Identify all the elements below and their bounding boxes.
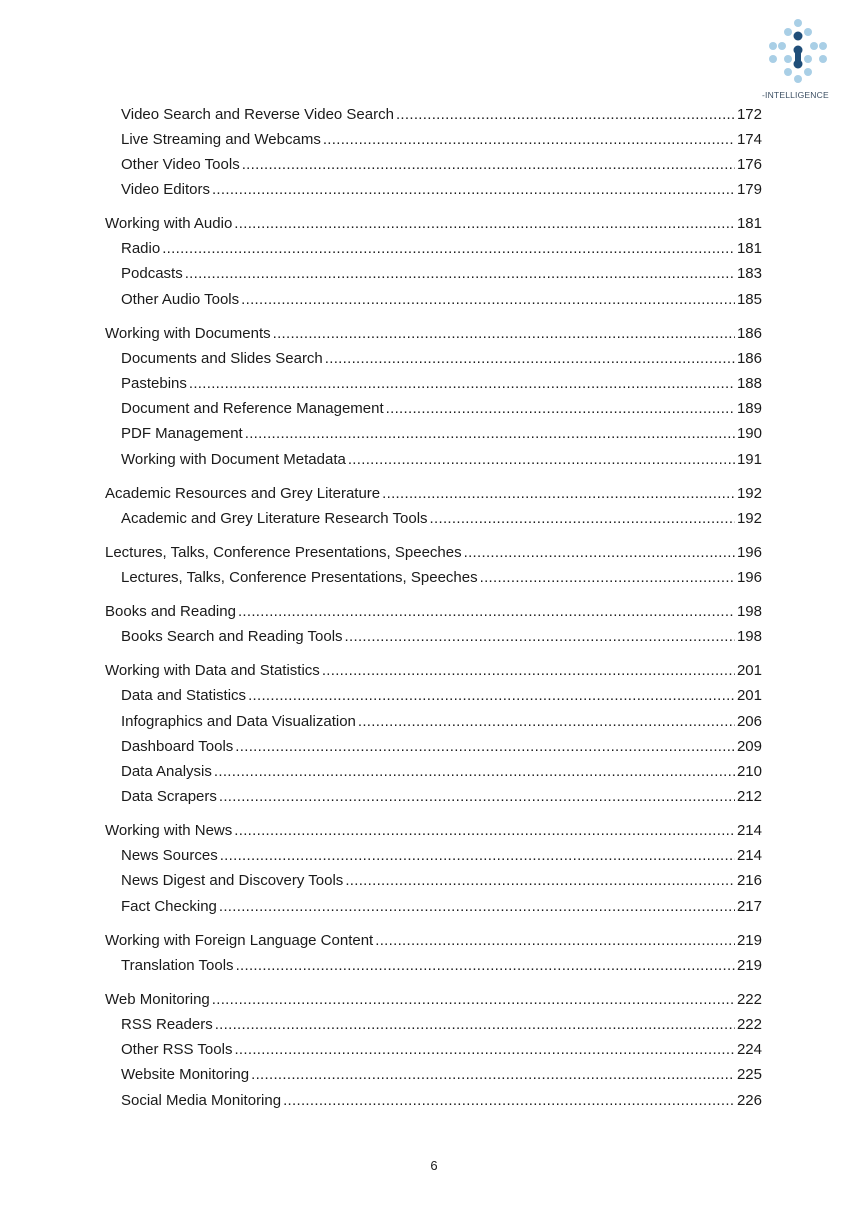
toc-subentry[interactable] xyxy=(121,399,762,419)
toc-dot-leader xyxy=(234,1040,735,1060)
toc-entry-title: News Sources xyxy=(121,847,218,864)
toc-entry-title: Academic Resources and Grey Literature xyxy=(105,485,381,502)
toc-subentry[interactable] xyxy=(121,264,762,284)
toc-dot-leader xyxy=(358,712,735,732)
toc-subentry[interactable] xyxy=(121,627,762,647)
toc-dot-leader xyxy=(235,737,735,757)
toc-dot-leader xyxy=(323,130,735,150)
toc-subentry[interactable] xyxy=(121,1015,762,1035)
toc-entry-page: 181 xyxy=(736,240,762,257)
toc-entry-title: Web Monitoring xyxy=(105,991,210,1008)
toc-entry-title: Other RSS Tools xyxy=(121,1041,233,1058)
toc-entry-page: 186 xyxy=(736,350,762,367)
toc-subentry[interactable] xyxy=(121,871,762,891)
toc-entry-page: 181 xyxy=(736,215,762,232)
toc-entry-page: 188 xyxy=(736,375,762,392)
toc-entry[interactable] xyxy=(105,543,762,563)
toc-dot-leader xyxy=(245,424,735,444)
toc-subentry[interactable] xyxy=(121,1091,762,1111)
toc-dot-leader xyxy=(348,450,735,470)
toc-dot-leader xyxy=(234,821,735,841)
toc-entry-page: 192 xyxy=(736,485,762,502)
toc-entry-page: 222 xyxy=(736,991,762,1008)
toc-subentry[interactable] xyxy=(121,509,762,529)
toc-entry-title: Podcasts xyxy=(121,265,183,282)
toc-entry-title: Fact Checking xyxy=(121,898,217,915)
toc-entry-title: Translation Tools xyxy=(121,957,234,974)
toc-entry[interactable] xyxy=(105,214,762,234)
toc-dot-leader xyxy=(219,897,735,917)
toc-dot-leader xyxy=(238,602,735,622)
toc-entry-title: Working with Foreign Language Content xyxy=(105,932,374,949)
toc-subentry[interactable] xyxy=(121,105,762,125)
toc-entry-title: Working with Document Metadata xyxy=(121,451,346,468)
toc-subentry[interactable] xyxy=(121,374,762,394)
toc-entry-title: Academic and Grey Literature Research Tools xyxy=(121,510,428,527)
toc-subentry[interactable] xyxy=(121,180,762,200)
toc-entry-title: Radio xyxy=(121,240,161,257)
toc-entry-title: Lectures, Talks, Conference Presentations, Speeches xyxy=(121,569,478,586)
toc-entry-page: 172 xyxy=(736,106,762,123)
toc-subentry[interactable] xyxy=(121,1065,762,1085)
toc-entry-page: 186 xyxy=(736,325,762,342)
toc-entry-page: 196 xyxy=(736,544,762,561)
toc-entry-page: 216 xyxy=(736,872,762,889)
toc-entry-page: 174 xyxy=(736,131,762,148)
toc-entry-title: Working with News xyxy=(105,822,233,839)
toc-entry-page: 176 xyxy=(736,156,762,173)
toc-entry-page: 212 xyxy=(736,788,762,805)
toc-entry-page: 191 xyxy=(736,451,762,468)
toc-entry-title: Social Media Monitoring xyxy=(121,1092,282,1109)
toc-entry-page: 214 xyxy=(736,822,762,839)
toc-dot-leader xyxy=(214,762,735,782)
toc-dot-leader xyxy=(382,484,735,504)
toc-entry-title: Website Monitoring xyxy=(121,1066,250,1083)
toc-subentry[interactable] xyxy=(121,846,762,866)
toc-entry-page: 201 xyxy=(736,687,762,704)
toc-dot-leader xyxy=(242,155,735,175)
toc-entry-title: Infographics and Data Visualization xyxy=(121,713,356,730)
toc-subentry[interactable] xyxy=(121,424,762,444)
toc-dot-leader xyxy=(325,349,735,369)
toc-subentry[interactable] xyxy=(121,349,762,369)
toc-entry-page: 198 xyxy=(736,603,762,620)
toc-entry[interactable] xyxy=(105,484,762,504)
toc-subentry[interactable] xyxy=(121,956,762,976)
toc-dot-leader xyxy=(345,627,735,647)
toc-entry-title: Working with Audio xyxy=(105,215,233,232)
toc-entry-title: Books and Reading xyxy=(105,603,236,620)
toc-entry[interactable] xyxy=(105,821,762,841)
toc-entry-page: 224 xyxy=(736,1041,762,1058)
toc-entry-title: Document and Reference Management xyxy=(121,400,384,417)
toc-entry[interactable] xyxy=(105,324,762,344)
toc-entry-title: Live Streaming and Webcams xyxy=(121,131,321,148)
toc-entry-title: Books Search and Reading Tools xyxy=(121,628,343,645)
toc-entry-page: 192 xyxy=(736,510,762,527)
toc-subentry[interactable] xyxy=(121,568,762,588)
toc-dot-leader xyxy=(234,214,735,234)
toc-entry-page: 210 xyxy=(736,763,762,780)
toc-dot-leader xyxy=(185,264,735,284)
toc-entry-title: Pastebins xyxy=(121,375,187,392)
toc-dot-leader xyxy=(251,1065,735,1085)
toc-subentry[interactable] xyxy=(121,155,762,175)
toc-entry[interactable] xyxy=(105,602,762,622)
toc-entry-page: 198 xyxy=(736,628,762,645)
toc-entry-title: Working with Data and Statistics xyxy=(105,662,320,679)
toc-dot-leader xyxy=(215,1015,735,1035)
toc-entry-title: Other Video Tools xyxy=(121,156,240,173)
page-number: 6 xyxy=(430,1158,438,1173)
toc-entry-title: Data Analysis xyxy=(121,763,212,780)
toc-dot-leader xyxy=(236,956,735,976)
toc-entry-page: 226 xyxy=(736,1092,762,1109)
toc-subentry[interactable] xyxy=(121,290,762,310)
toc-entry-title: Working with Documents xyxy=(105,325,271,342)
toc-dot-leader xyxy=(386,399,735,419)
toc-dot-leader xyxy=(241,290,735,310)
toc-entry-title: Data Scrapers xyxy=(121,788,217,805)
toc-entry-page: 190 xyxy=(736,425,762,442)
toc-dot-leader xyxy=(480,568,735,588)
toc-entry-page: 219 xyxy=(736,957,762,974)
toc-entry[interactable] xyxy=(105,931,762,951)
toc-subentry[interactable] xyxy=(121,762,762,782)
toc-subentry[interactable] xyxy=(121,686,762,706)
toc-entry-title: PDF Management xyxy=(121,425,243,442)
toc-dot-leader xyxy=(219,787,735,807)
toc-subentry[interactable] xyxy=(121,787,762,807)
toc-subentry[interactable] xyxy=(121,130,762,150)
toc-entry-title: Lectures, Talks, Conference Presentations, Speeches xyxy=(105,544,462,561)
toc-entry-title: Other Audio Tools xyxy=(121,291,240,308)
toc-dot-leader xyxy=(273,324,735,344)
toc-entry-page: 185 xyxy=(736,291,762,308)
toc-entry-page: 183 xyxy=(736,265,762,282)
toc-dot-leader xyxy=(162,239,735,259)
toc-entry-page: 206 xyxy=(736,713,762,730)
toc-dot-leader xyxy=(212,180,735,200)
toc-entry-title: Data and Statistics xyxy=(121,687,247,704)
toc-entry-page: 222 xyxy=(736,1016,762,1033)
toc-entry-page: 219 xyxy=(736,932,762,949)
toc-entry-title: RSS Readers xyxy=(121,1016,213,1033)
toc-entry-page: 196 xyxy=(736,569,762,586)
toc-entry-page: 217 xyxy=(736,898,762,915)
toc-dot-leader xyxy=(189,374,735,394)
toc-subentry[interactable] xyxy=(121,239,762,259)
toc-dot-leader xyxy=(430,509,735,529)
toc-entry-page: 209 xyxy=(736,738,762,755)
toc-dot-leader xyxy=(248,686,735,706)
toc-entry-page: 225 xyxy=(736,1066,762,1083)
toc-entry-page: 214 xyxy=(736,847,762,864)
toc-dot-leader xyxy=(283,1091,735,1111)
toc-subentry[interactable] xyxy=(121,737,762,757)
toc-subentry[interactable] xyxy=(121,712,762,732)
toc-subentry[interactable] xyxy=(121,1040,762,1060)
toc-subentry[interactable] xyxy=(121,897,762,917)
toc-dot-leader xyxy=(220,846,735,866)
toc-entry-page: 201 xyxy=(736,662,762,679)
toc-dot-leader xyxy=(322,661,735,681)
toc-entry-page: 179 xyxy=(736,181,762,198)
toc-dot-leader xyxy=(464,543,735,563)
toc-entry[interactable] xyxy=(105,661,762,681)
toc-entry-title: News Digest and Discovery Tools xyxy=(121,872,344,889)
toc-entry-title: Video Editors xyxy=(121,181,210,198)
toc-entry-page: 189 xyxy=(736,400,762,417)
toc-dot-leader xyxy=(345,871,735,891)
toc-dot-leader xyxy=(375,931,735,951)
toc-dot-leader xyxy=(212,990,735,1010)
logo-text: -INTELLIGENCE xyxy=(762,90,829,100)
toc-entry-title: Video Search and Reverse Video Search xyxy=(121,106,394,123)
toc-dot-leader xyxy=(396,105,735,125)
toc-entry-title: Dashboard Tools xyxy=(121,738,234,755)
toc-entry-title: Documents and Slides Search xyxy=(121,350,323,367)
toc-entry[interactable] xyxy=(105,990,762,1010)
toc-subentry[interactable] xyxy=(121,450,762,470)
